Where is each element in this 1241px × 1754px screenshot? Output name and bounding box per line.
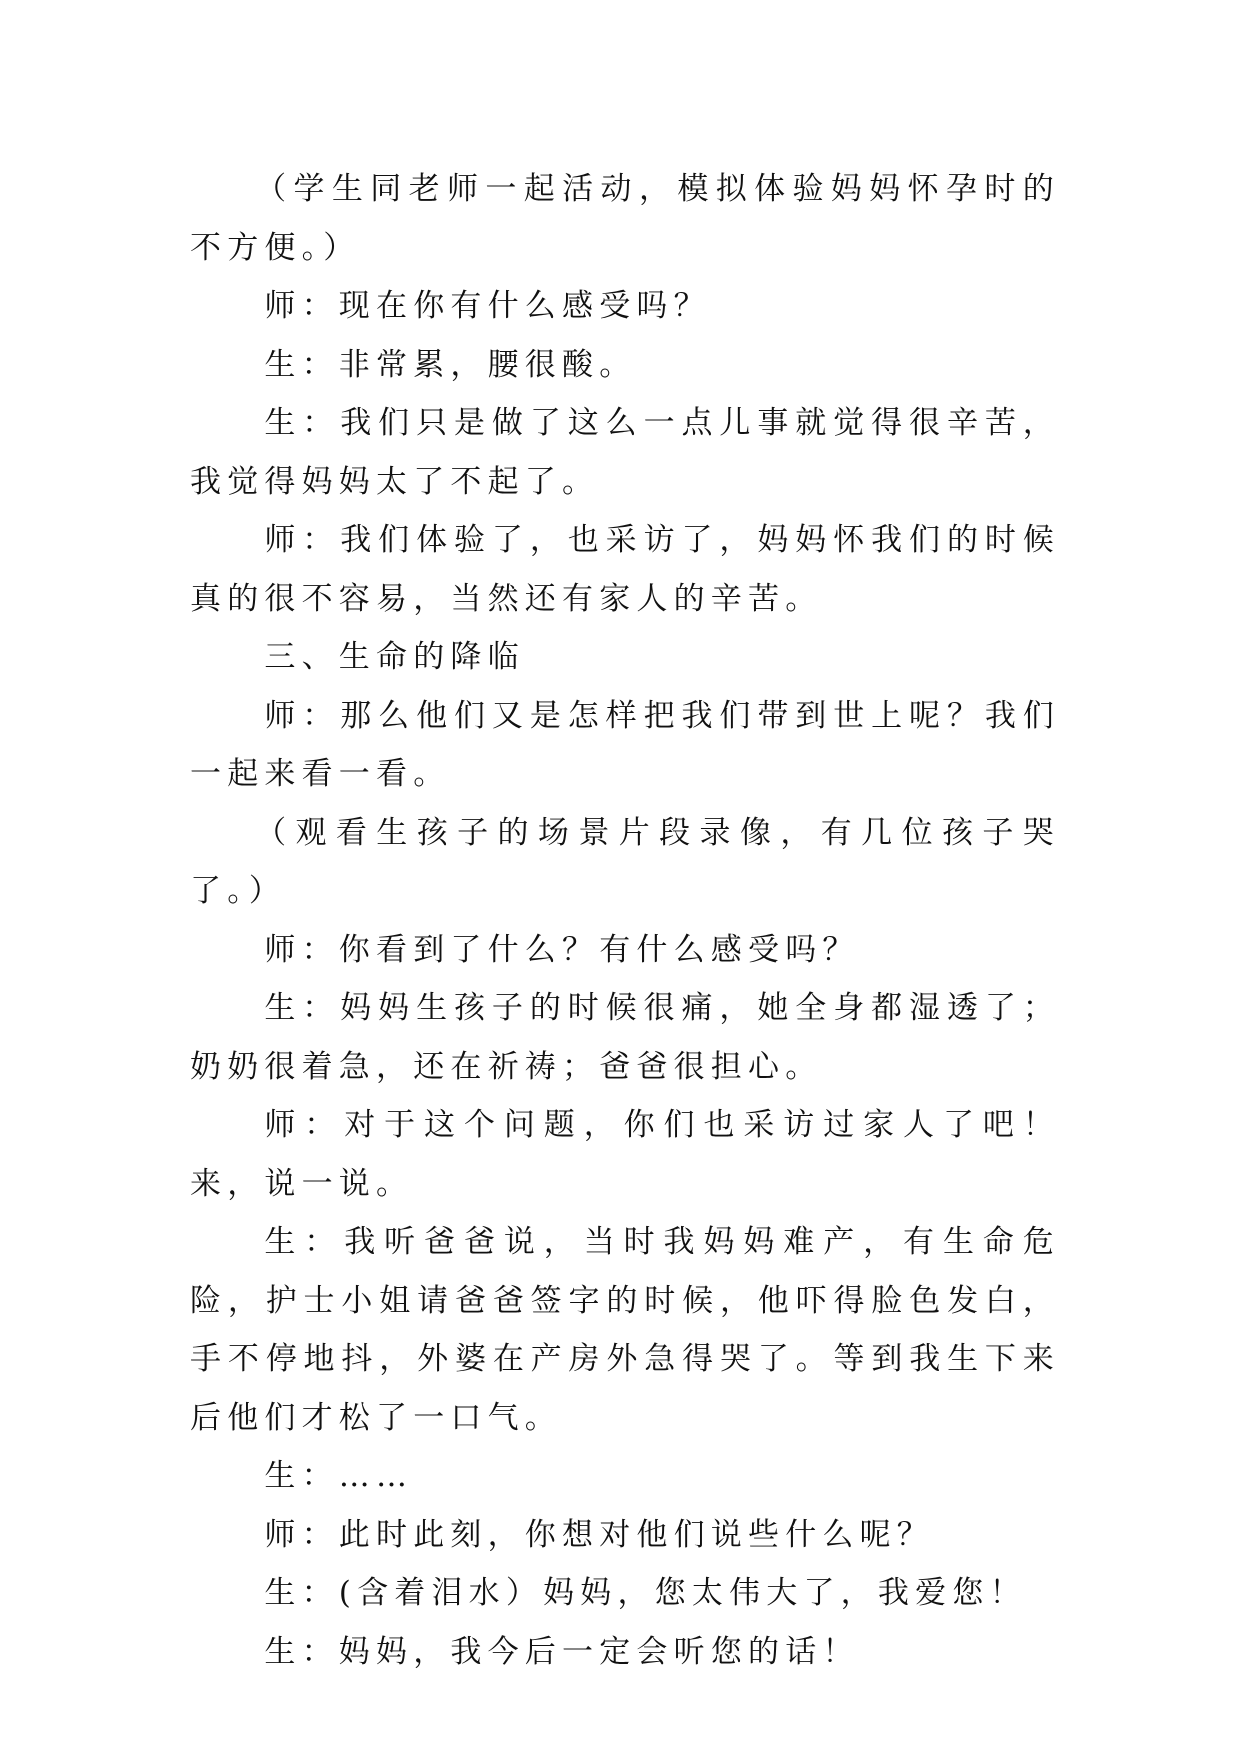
paragraph-student-line: 生：我听爸爸说，当时我妈妈难产，有生命危险，护士小姐请爸爸签字的时候，他吓得脸色发白，手不停地抖，外婆在产房外急得哭了。等到我生下来后他们才松了一口气。: [190, 1224, 1060, 1436]
paragraph-stage-direction: （观看生孩子的场景片段录像，有几位孩子哭了。）: [190, 814, 1060, 909]
section-heading: 三、生命的降临: [264, 639, 525, 675]
paragraph-student-line: 生：我们只是做了这么一点儿事就觉得很辛苦，我觉得妈妈太了不起了。: [190, 405, 1060, 500]
document-body: [190, 160, 1060, 1681]
paragraph-teacher-line: 师：对于这个问题，你们也采访过家人了吧！来，说一说。: [190, 1107, 1060, 1202]
paragraph-student-line: 生：妈妈，我今后一定会听您的话！: [264, 1633, 860, 1670]
paragraph-teacher-line: 师：你看到了什么？有什么感受吗？: [264, 931, 860, 968]
paragraph-teacher-line: 师：此时此刻，你想对他们说些什么呢？: [264, 1516, 934, 1553]
paragraph-teacher-line: 师：那么他们又是怎样把我们带到世上呢？我们一起来看一看。: [190, 697, 1060, 792]
paragraph-student-line: 生：(含着泪水）妈妈，您太伟大了，我爱您！: [264, 1575, 1027, 1611]
paragraph-student-line: 生：……: [264, 1458, 414, 1494]
paragraph-stage-direction: （学生同老师一起活动，模拟体验妈妈怀孕时的不方便。）: [190, 171, 1060, 266]
paragraph-teacher-line: 师：我们体验了，也采访了，妈妈怀我们的时候真的很不容易，当然还有家人的辛苦。: [190, 522, 1060, 617]
paragraph-student-line: 生：非常累，腰很酸。: [264, 346, 637, 383]
paragraph-student-line: 生：妈妈生孩子的时候很痛，她全身都湿透了；奶奶很着急，还在祈祷；爸爸很担心。: [190, 990, 1060, 1085]
paragraph-teacher-line: 师：现在你有什么感受吗？: [264, 288, 711, 324]
